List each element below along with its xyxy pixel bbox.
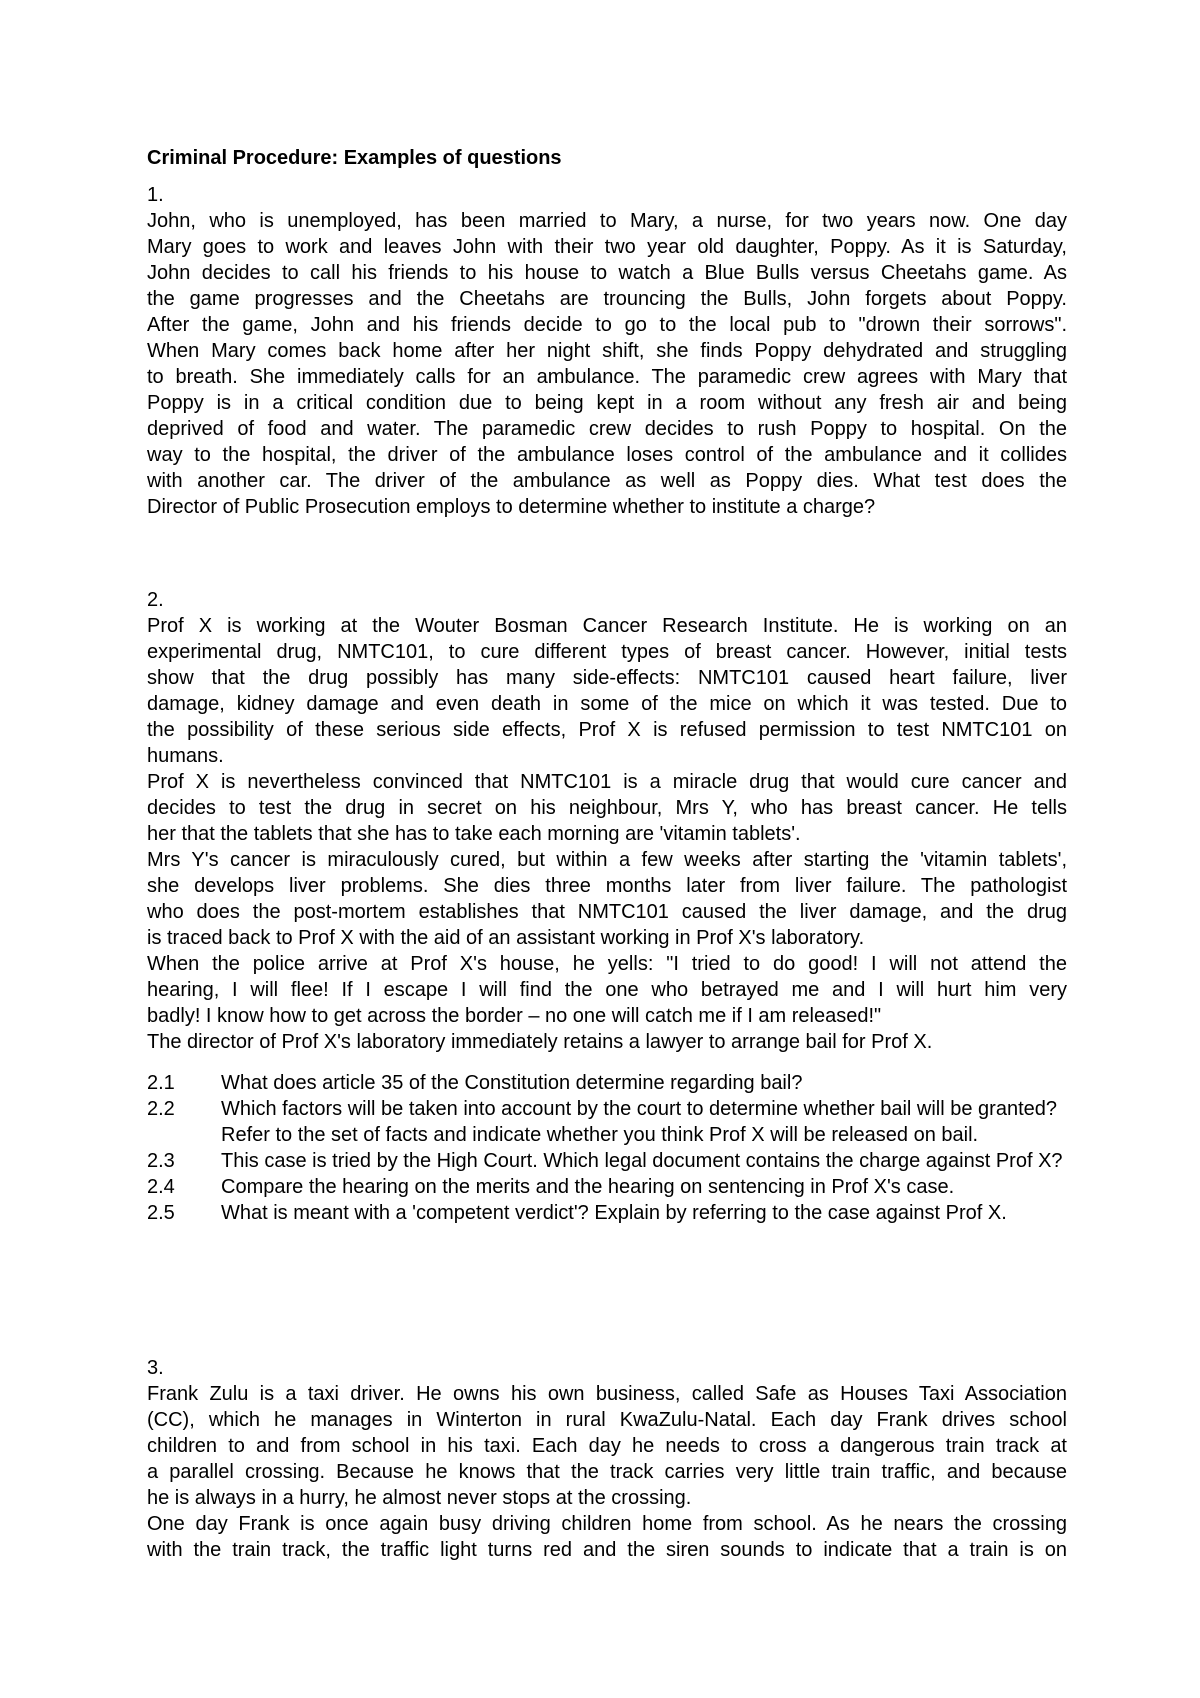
text-line: decides to test the drug in secret on his neighbour, Mrs Y, who has breast cancer. He tells	[147, 797, 1067, 819]
text-line: a parallel crossing. Because he knows that the track carries very little train traffic, and because	[147, 1461, 1067, 1483]
text-line: Director of Public Prosecution employs to determine whether to institute a charge?	[147, 496, 876, 518]
text-line: damage, kidney damage and even death in some of the mice on which it was tested. Due to	[147, 693, 1067, 715]
text-line: the possibility of these serious side effects, Prof X is refused permission to test NMTC101 on	[147, 719, 1067, 741]
text-line: (CC), which he manages in Winterton in rural KwaZulu-Natal. Each day Frank drives school	[147, 1409, 1067, 1431]
text-line: Prof X is nevertheless convinced that NMTC101 is a miracle drug that would cure cancer and	[147, 771, 1067, 793]
text-line: experimental drug, NMTC101, to cure different types of breast cancer. However, initial tests	[147, 641, 1067, 663]
subquestion-item	[147, 1148, 1067, 1174]
document-title: Criminal Procedure: Examples of questions	[147, 147, 562, 169]
text-line: badly! I know how to get across the border – no one will catch me if I am released!"	[147, 1005, 882, 1027]
text-line: deprived of food and water. The paramedic crew decides to rush Poppy to hospital. On the	[147, 418, 1067, 440]
text-line: The director of Prof X's laboratory immediately retains a lawyer to arrange bail for Prof X.	[147, 1031, 933, 1053]
text-line: who does the post-mortem establishes that NMTC101 caused the liver damage, and the drug	[147, 901, 1067, 923]
text-line: with another car. The driver of the ambulance as well as Poppy dies. What test does the	[147, 470, 1067, 492]
text-line: she develops liver problems. She dies three months later from liver failure. The pathologist	[147, 875, 1067, 897]
text-line: show that the drug possibly has many side-effects: NMTC101 caused heart failure, liver	[147, 667, 1067, 689]
subquestion-list	[147, 1070, 1067, 1226]
question-2-body	[147, 613, 1067, 1055]
text-line: John decides to call his friends to his house to watch a Blue Bulls versus Cheetahs game. As	[147, 262, 1067, 284]
question-2	[147, 587, 1067, 1055]
subquestion-number: 2.2	[147, 1098, 175, 1120]
question-1	[147, 182, 1067, 520]
text-line: to breath. She immediately calls for an ambulance. The paramedic crew agrees with Mary that	[147, 366, 1067, 388]
subquestion-item	[147, 1174, 1067, 1200]
text-line: her that the tablets that she has to take each morning are 'vitamin tablets'.	[147, 823, 801, 845]
text-line: When the police arrive at Prof X's house, he yells: "I tried to do good! I will not attend the	[147, 953, 1067, 975]
text-line: with the train track, the traffic light turns red and the siren sounds to indicate that a train is on	[147, 1539, 1067, 1561]
subquestion-number: 2.4	[147, 1176, 175, 1198]
question-number: 1.	[147, 184, 164, 206]
text-line: is traced back to Prof X with the aid of an assistant working in Prof X's laboratory.	[147, 927, 865, 949]
subquestion-text: What does article 35 of the Constitution determine regarding bail?	[221, 1072, 803, 1094]
subquestion-item	[147, 1096, 1067, 1148]
text-line: Poppy is in a critical condition due to being kept in a room without any fresh air and being	[147, 392, 1067, 414]
text-line: way to the hospital, the driver of the ambulance loses control of the ambulance and it collides	[147, 444, 1067, 466]
text-line: children to and from school in his taxi. Each day he needs to cross a dangerous train track at	[147, 1435, 1067, 1457]
subquestion-item	[147, 1200, 1067, 1226]
text-line: Mary goes to work and leaves John with their two year old daughter, Poppy. As it is Saturday,	[147, 236, 1067, 258]
text-line: Frank Zulu is a taxi driver. He owns his own business, called Safe as Houses Taxi Association	[147, 1383, 1067, 1405]
question-number: 2.	[147, 589, 164, 611]
question-3	[147, 1355, 1067, 1563]
subquestion-text: Compare the hearing on the merits and the hearing on sentencing in Prof X's case.	[221, 1176, 955, 1198]
text-line: When Mary comes back home after her night shift, she finds Poppy dehydrated and struggling	[147, 340, 1067, 362]
subquestion-number: 2.1	[147, 1072, 175, 1094]
text-line: he is always in a hurry, he almost never stops at the crossing.	[147, 1487, 692, 1509]
text-line: the game progresses and the Cheetahs are trouncing the Bulls, John forgets about Poppy.	[147, 288, 1067, 310]
text-line: humans.	[147, 745, 224, 767]
text-line: hearing, I will flee! If I escape I will find the one who betrayed me and I will hurt him very	[147, 979, 1067, 1001]
text-line: John, who is unemployed, has been married to Mary, a nurse, for two years now. One day	[147, 210, 1067, 232]
subquestion-number: 2.5	[147, 1202, 175, 1224]
question-3-body	[147, 1381, 1067, 1563]
subquestion-number: 2.3	[147, 1150, 175, 1172]
text-line: One day Frank is once again busy driving children home from school. As he nears the crossing	[147, 1513, 1067, 1535]
text-line: Prof X is working at the Wouter Bosman Cancer Research Institute. He is working on an	[147, 615, 1067, 637]
text-line: Mrs Y's cancer is miraculously cured, but within a few weeks after starting the 'vitamin tablets',	[147, 849, 1067, 871]
text-line: After the game, John and his friends decide to go to the local pub to "drown their sorrows".	[147, 314, 1067, 336]
subquestion-text: What is meant with a 'competent verdict'? Explain by referring to the case against Prof X.	[221, 1202, 1007, 1224]
question-number: 3.	[147, 1357, 164, 1379]
subquestion-item	[147, 1070, 1067, 1096]
subquestion-text: Which factors will be taken into account by the court to determine whether bail will be granted? Refer to the set of facts and indicate whether you think Prof X will be released on bail.	[221, 1098, 1057, 1146]
subquestion-text: This case is tried by the High Court. Which legal document contains the charge against Prof X?	[221, 1150, 1063, 1172]
question-1-body	[147, 208, 1067, 520]
